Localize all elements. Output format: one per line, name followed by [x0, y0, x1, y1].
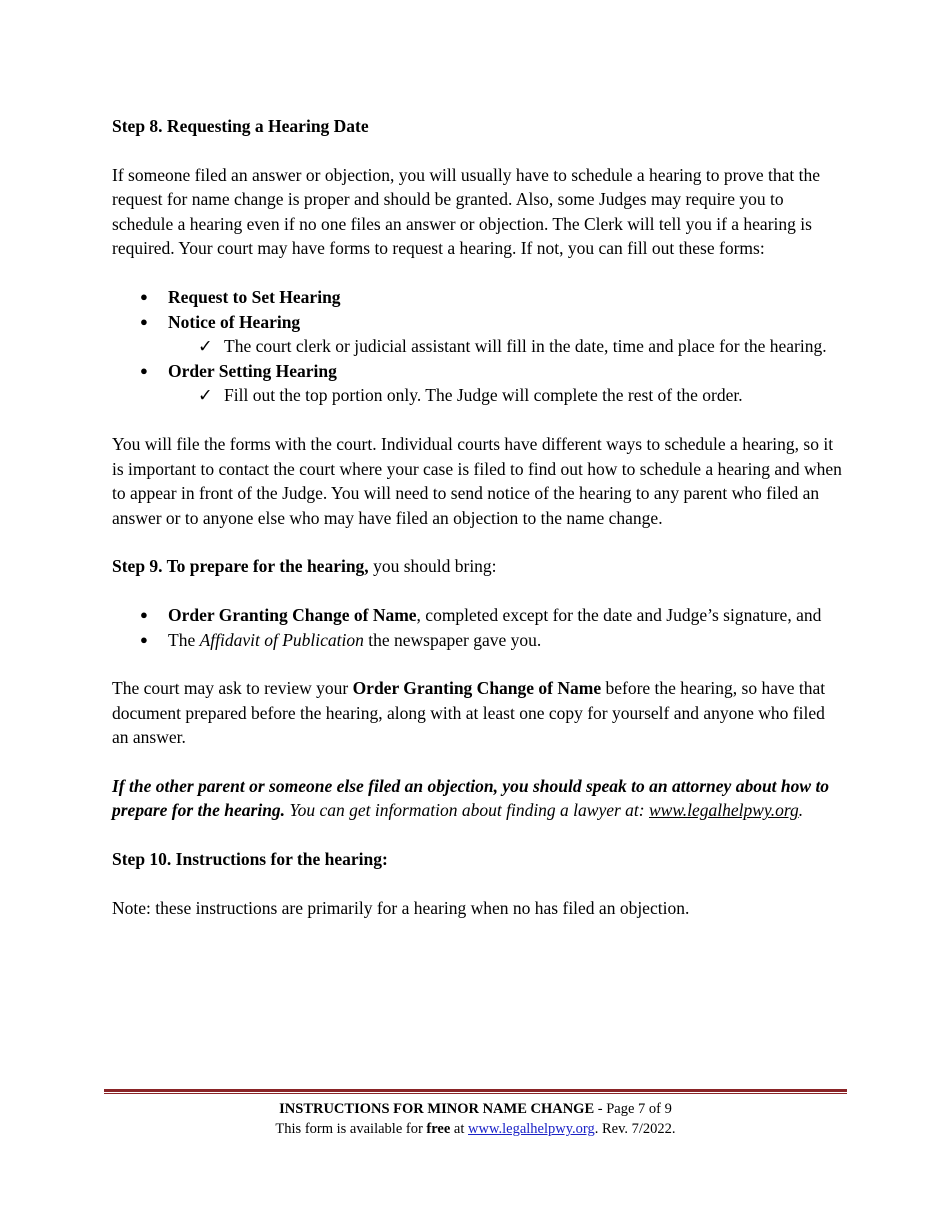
form-name: Order Setting Hearing	[168, 360, 337, 381]
sub-item-text: The court clerk or judicial assistant will fill in the date, time and place for the hearing.	[224, 336, 827, 357]
sub-list-item	[168, 383, 842, 408]
step10-note: Note: these instructions are primarily for a hearing when no has filed an objection.	[112, 897, 690, 918]
list-item	[112, 310, 842, 359]
review-paragraph	[112, 676, 842, 750]
list-item	[112, 359, 842, 408]
footer-link[interactable]: www.legalhelpwy.org	[468, 1121, 595, 1137]
step8-paragraph-2: You will file the forms with the court. Individual courts have different ways to schedule a hearing, so it is important to contact the court where your case is filed to find out how to schedule a hearing and when to appear in front of the Judge. You will need to send notice of the hearing to any parent who filed an answer or to anyone else who may have filed an objection to the name change.	[112, 433, 842, 528]
footer-line-1	[104, 1099, 847, 1119]
step9-heading-bold: Step 9. To prepare for the hearing,	[112, 556, 369, 577]
warning-bold: If the other parent or someone else filed an objection, you should speak to an attorney about how to prepare for the hearing.	[112, 775, 830, 821]
list-item	[112, 603, 842, 628]
item-text: , completed except for the date and Judge’s signature, and	[416, 604, 822, 625]
footer-line-2	[104, 1119, 847, 1139]
form-name: Request to Set Hearing	[168, 286, 341, 307]
step9-heading	[112, 554, 842, 579]
page-content	[112, 114, 842, 920]
page-footer	[104, 1099, 847, 1139]
checkmark-icon: ✓	[198, 336, 213, 357]
step10-heading: Step 10. Instructions for the hearing:	[112, 849, 388, 870]
bullet-icon: ●	[140, 631, 148, 647]
legalhelp-link[interactable]: www.legalhelpwy.org	[649, 800, 799, 821]
item-text: the newspaper gave you.	[363, 629, 542, 650]
bullet-icon: ●	[140, 288, 148, 304]
item-italic: Affidavit of Publication	[199, 629, 364, 650]
footer-page-number: - Page 7 of 9	[594, 1101, 672, 1117]
warning-text: You can get information about finding a lawyer at:	[285, 800, 649, 821]
step8-paragraph-1: If someone filed an answer or objection, you will usually have to schedule a hearing to prove that the request for name change is proper and should be granted. Also, some Judges may require you to schedule a hearing even if no one files an answer or objection. The Clerk will tell you if a hearing is required. Your court may have forms to request a hearing. If not, you can fill out these forms:	[112, 164, 821, 259]
footer-title: INSTRUCTIONS FOR MINOR NAME CHANGE	[279, 1101, 595, 1117]
review-text: The court may ask to review your	[112, 678, 353, 699]
hearing-forms-list	[112, 285, 842, 408]
sub-item-text: Fill out the top portion only. The Judge will complete the rest of the order.	[224, 385, 743, 406]
item-text: The	[168, 629, 200, 650]
footer-text: This form is available for	[275, 1121, 427, 1137]
list-item	[112, 628, 842, 653]
item-bold: Order Granting Change of Name	[168, 604, 417, 625]
checkmark-icon: ✓	[198, 385, 213, 406]
step8-heading: Step 8. Requesting a Hearing Date	[112, 116, 369, 136]
bullet-icon: ●	[140, 606, 148, 622]
review-bold: Order Granting Change of Name	[352, 678, 602, 699]
sub-list	[168, 383, 842, 408]
warning-end: .	[798, 800, 804, 821]
footer-divider	[104, 1089, 847, 1096]
list-item	[112, 285, 842, 310]
step9-heading-rest: you should bring:	[368, 556, 497, 577]
bring-list	[112, 603, 842, 652]
footer-text: at	[450, 1121, 469, 1137]
footer-revision: . Rev. 7/2022.	[594, 1121, 676, 1137]
review-text: before the hearing, so have that document prepared before the hearing, along with at least one copy for yourself and anyone who filed an answer.	[112, 678, 826, 748]
bullet-icon: ●	[140, 313, 148, 329]
sub-list	[168, 334, 842, 359]
sub-list-item	[168, 334, 842, 359]
footer-free: free	[426, 1121, 451, 1137]
form-name: Notice of Hearing	[168, 311, 301, 332]
objection-warning	[112, 774, 842, 823]
bullet-icon: ●	[140, 362, 148, 378]
